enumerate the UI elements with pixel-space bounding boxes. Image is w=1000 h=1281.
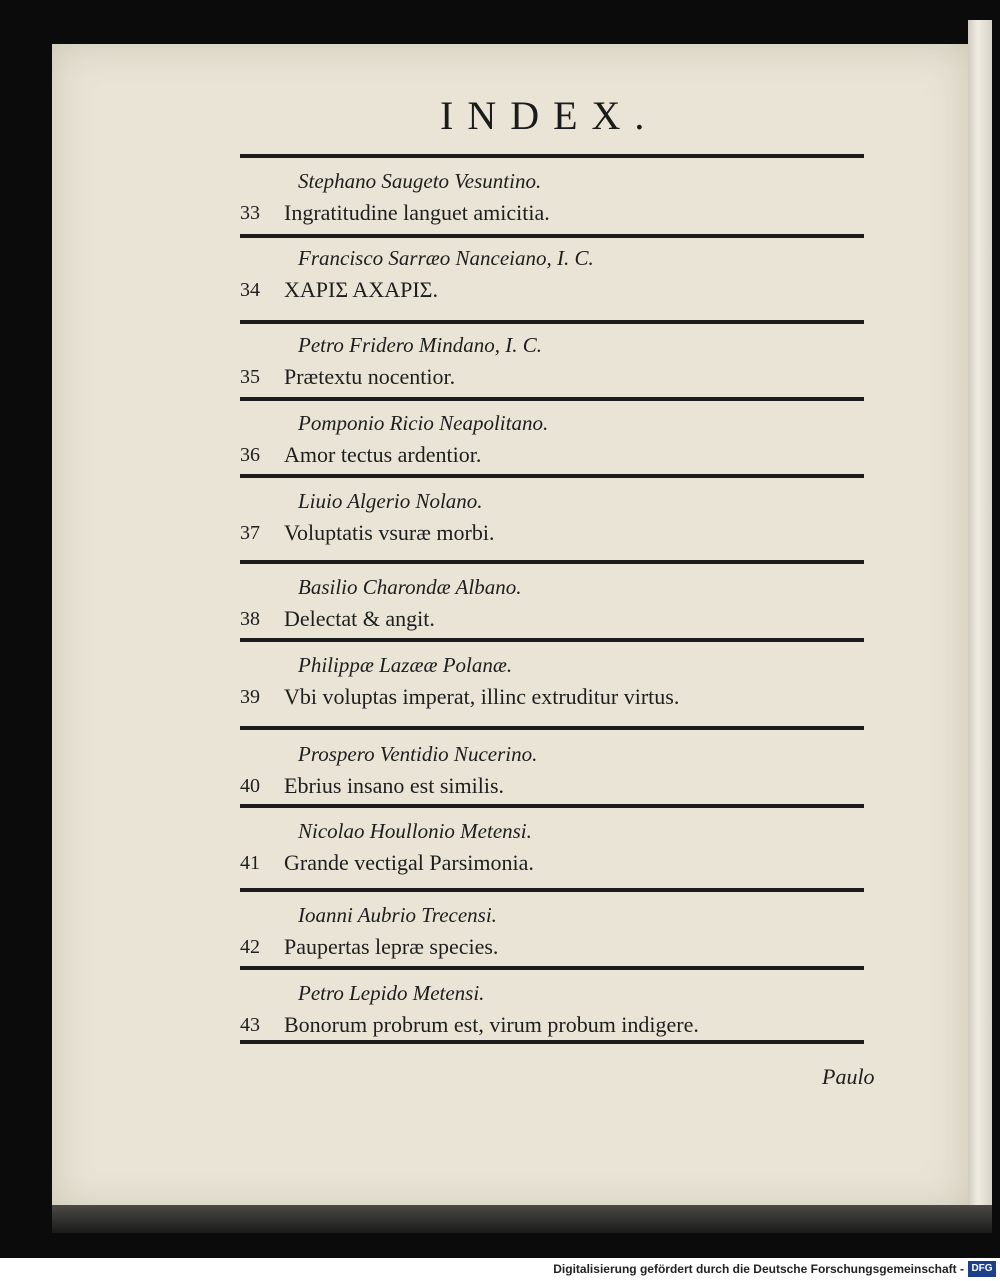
page-edge xyxy=(968,20,992,1230)
index-entry xyxy=(240,246,864,316)
entry-number: 37 xyxy=(240,522,260,544)
page-title: INDEX. xyxy=(440,93,659,138)
index-entry xyxy=(240,575,864,645)
entry-number: 36 xyxy=(240,444,260,466)
entry-motto: Grande vectigal Parsimonia. xyxy=(284,850,534,875)
entry-dedicatee: Philippæ Lazææ Polanæ. xyxy=(298,653,513,677)
index-entry xyxy=(240,489,864,559)
entry-number: 41 xyxy=(240,852,260,874)
entry-number: 35 xyxy=(240,366,260,388)
footer-bar xyxy=(0,1258,1000,1281)
entry-number: 40 xyxy=(240,775,260,797)
entry-number: 39 xyxy=(240,686,260,708)
entry-motto: Bonorum probrum est, virum probum indigere. xyxy=(284,1012,699,1037)
footer-credit: Digitalisierung gefördert durch die Deutsche Forschungsgemeinschaft - xyxy=(553,1262,964,1276)
entry-motto: Vbi voluptas imperat, illinc extruditur virtus. xyxy=(284,684,680,709)
rule xyxy=(240,726,864,730)
entry-dedicatee: Basilio Charondæ Albano. xyxy=(298,575,522,599)
entry-motto: Delectat & angit. xyxy=(284,606,435,631)
entry-dedicatee: Petro Lepido Metensi. xyxy=(298,981,485,1005)
dfg-logo: DFG xyxy=(968,1261,996,1277)
entry-motto: ΧΑΡΙΣ ΑΧΑΡΙΣ. xyxy=(284,277,438,302)
book-bottom-edge xyxy=(52,1205,992,1233)
index-entry xyxy=(240,333,864,403)
entry-motto: Paupertas lepræ species. xyxy=(284,934,499,959)
entry-number: 43 xyxy=(240,1014,260,1036)
entry-number: 42 xyxy=(240,936,260,958)
entry-number: 34 xyxy=(240,279,260,301)
entry-motto: Voluptatis vsuræ morbi. xyxy=(284,520,495,545)
entry-dedicatee: Stephano Saugeto Vesuntino. xyxy=(298,169,542,193)
index-entry xyxy=(240,819,864,889)
entry-number: 38 xyxy=(240,608,260,630)
index-entry xyxy=(240,903,864,973)
entry-dedicatee: Ioanni Aubrio Trecensi. xyxy=(298,903,497,927)
rule xyxy=(240,320,864,324)
catchword: Paulo xyxy=(822,1064,875,1089)
index-entry xyxy=(240,653,864,723)
index-entry xyxy=(240,169,864,239)
index-entry xyxy=(240,981,864,1051)
entry-dedicatee: Prospero Ventidio Nucerino. xyxy=(298,742,538,766)
entry-number: 33 xyxy=(240,202,260,224)
entry-dedicatee: Liuio Algerio Nolano. xyxy=(298,489,483,513)
index-entry xyxy=(240,411,864,481)
rule xyxy=(240,154,864,158)
entry-dedicatee: Francisco Sarræo Nanceiano, I. C. xyxy=(298,246,594,270)
rule xyxy=(240,560,864,564)
entry-dedicatee: Nicolao Houllonio Metensi. xyxy=(298,819,532,843)
entry-motto: Ingratitudine languet amicitia. xyxy=(284,200,550,225)
entry-motto: Prætextu nocentior. xyxy=(284,364,456,389)
entry-motto: Amor tectus ardentior. xyxy=(284,442,482,467)
entry-dedicatee: Pomponio Ricio Neapolitano. xyxy=(298,411,549,435)
entry-dedicatee: Petro Fridero Mindano, I. C. xyxy=(298,333,543,357)
index-entry xyxy=(240,742,864,812)
entry-motto: Ebrius insano est similis. xyxy=(284,773,504,798)
